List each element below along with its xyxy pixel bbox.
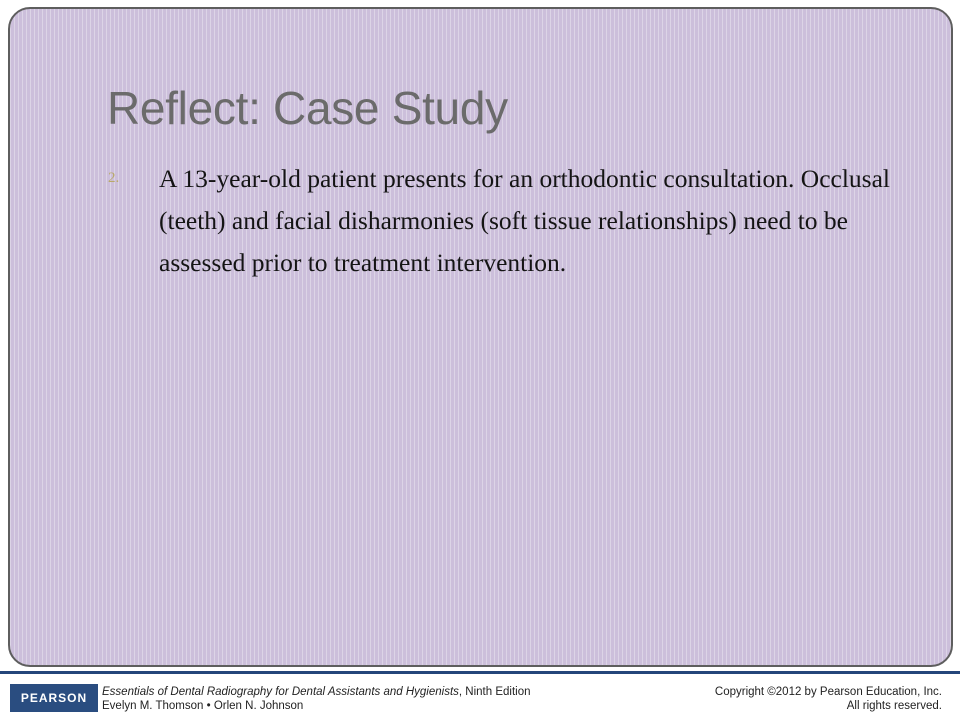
footer-edition: , Ninth Edition bbox=[458, 686, 531, 698]
pearson-logo bbox=[10, 684, 98, 712]
footer-rights: All rights reserved. bbox=[846, 700, 942, 712]
bullet-text: A 13-year-old patient presents for an orthodontic consultation. Occlusal (teeth) and facial disharmonies (soft tissue relationships) need to be assessed prior to treatment intervention. bbox=[159, 164, 890, 277]
footer-copyright: Copyright ©2012 by Pearson Education, Inc. bbox=[714, 686, 942, 698]
footer-divider bbox=[0, 671, 960, 674]
footer-authors: Evelyn M. Thomson • Orlen N. Johnson bbox=[102, 700, 304, 712]
footer-copyright-info bbox=[715, 685, 942, 713]
pearson-logo-text: PEARSON bbox=[20, 691, 88, 705]
bullet-number: 2. bbox=[108, 170, 120, 186]
footer-book-title: Essentials of Dental Radiography for Dental Assistants and Hygienists bbox=[102, 686, 459, 698]
slide-title: Reflect: Case Study bbox=[107, 82, 508, 134]
footer-book-line bbox=[102, 685, 531, 699]
footer-book-info bbox=[102, 685, 531, 713]
